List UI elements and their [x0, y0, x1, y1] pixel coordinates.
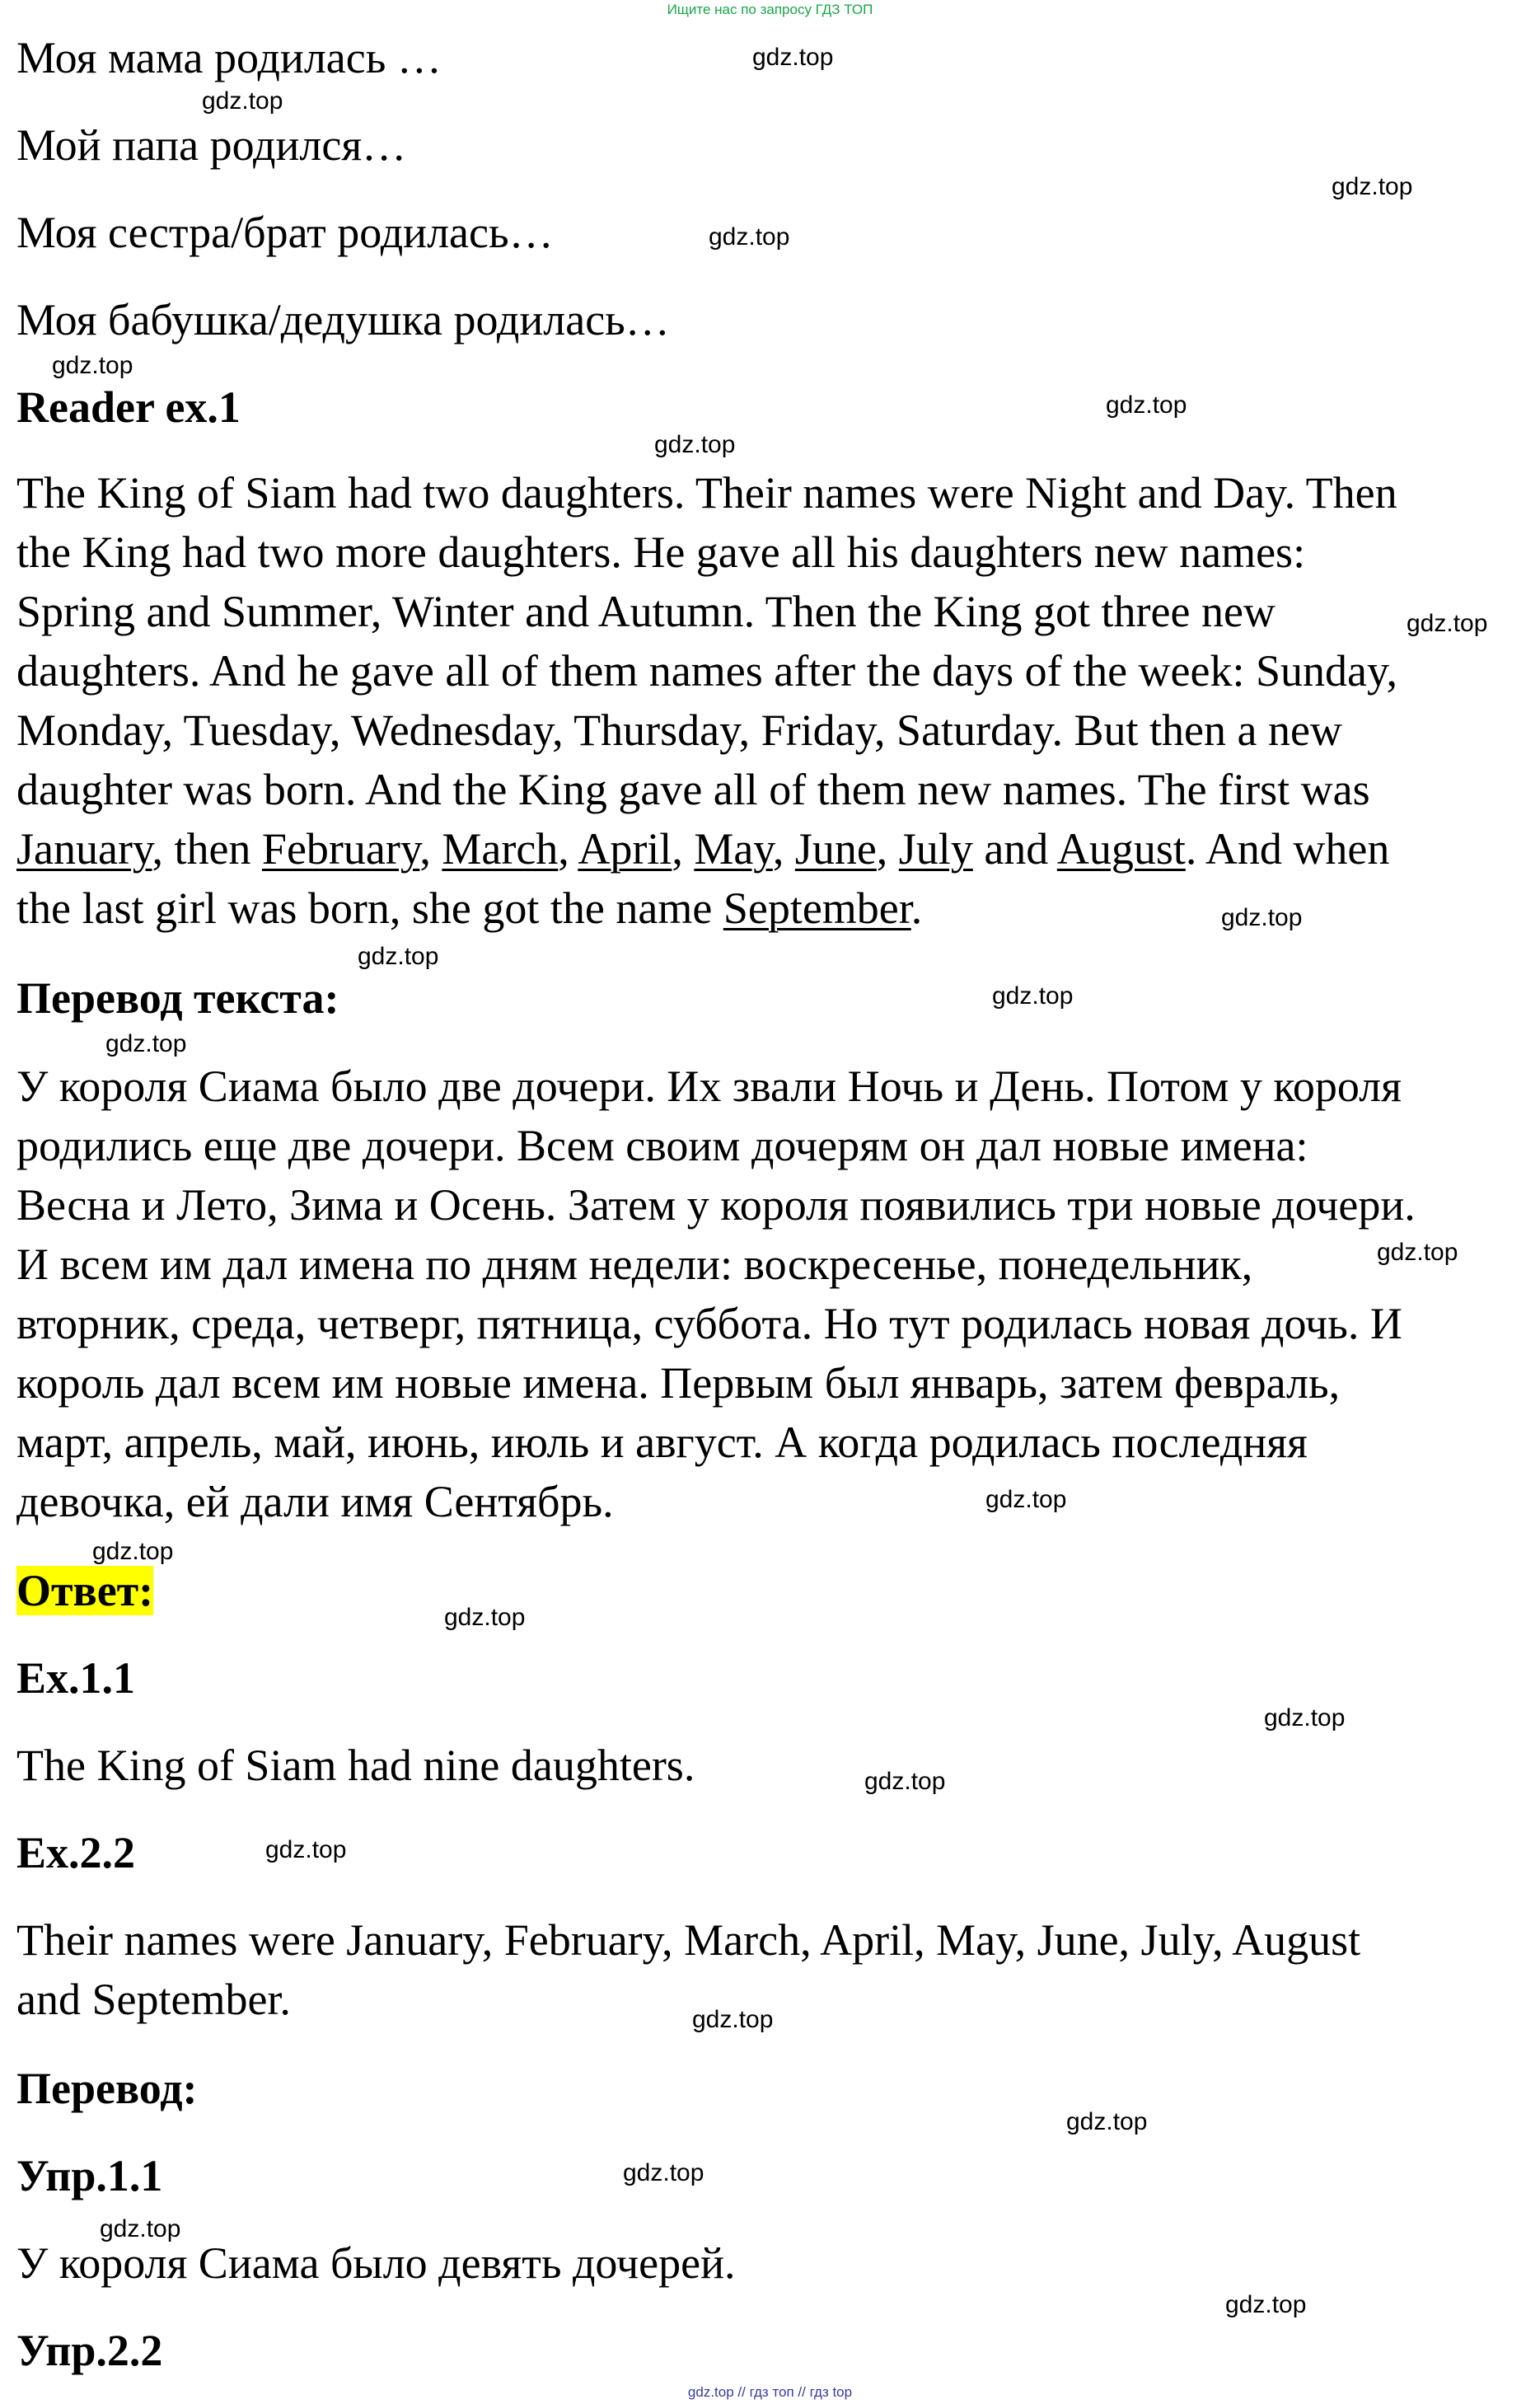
reader-months-line: [16, 819, 1533, 879]
watermark-text: gdz.top: [1377, 1239, 1458, 1266]
translation-line: вторник, среда, четверг, пятница, суббота. Но тут родилась новая дочь. И: [16, 1299, 1402, 1348]
intro-line-sibling: Моя сестра/брат родилась…: [16, 208, 554, 257]
text-sep: and: [972, 824, 1057, 874]
month-june: June: [794, 824, 877, 874]
translation-line: Весна и Лето, Зима и Осень. Затем у короля появились три новые дочери.: [16, 1180, 1416, 1230]
answer-heading-text: Ответ:: [16, 1566, 154, 1615]
text-sep: , then: [152, 824, 262, 874]
upr-1-1-answer: У короля Сиама было девять дочерей.: [16, 2238, 736, 2288]
watermark-text: gdz.top: [654, 431, 736, 458]
watermark-text: gdz.top: [1221, 904, 1303, 931]
text-sep: ,: [672, 824, 695, 874]
reader-line: the King had two more daughters. He gave all his daughters new names:: [16, 527, 1306, 577]
text-sep: ,: [876, 824, 899, 874]
translation-line: У короля Сиама было две дочери. Их звали Ночь и День. Потом у короля: [16, 1061, 1402, 1111]
watermark-text: gdz.top: [202, 87, 283, 115]
watermark-text: gdz.top: [1066, 2108, 1148, 2135]
reader-line: daughters. And he gave all of them names after the days of the week: Sunday,: [16, 646, 1397, 696]
answer-translation-heading: Перевод:: [16, 2064, 198, 2113]
translation-line: И всем им дал имена по дням недели: воскресенье, понедельник,: [16, 1239, 1253, 1289]
month-april: April: [578, 824, 672, 874]
intro-line-grandparent: Моя бабушка/дедушка родилась…: [16, 295, 670, 344]
intro-line-mother: Моя мама родилась …: [16, 33, 442, 82]
month-july: July: [898, 824, 973, 874]
reader-line: Spring and Summer, Winter and Autumn. Then the King got three new: [16, 587, 1276, 636]
watermark-text: gdz.top: [692, 2006, 774, 2033]
text-end: . And when: [1185, 824, 1390, 874]
translation-heading: Перевод текста:: [16, 973, 339, 1023]
reader-line: Monday, Tuesday, Wednesday, Thursday, Friday, Saturday. But then a new: [16, 705, 1342, 755]
upr-1-1-heading: Упр.1.1: [16, 2151, 163, 2200]
month-january: January: [16, 824, 152, 874]
watermark-text: gdz.top: [709, 223, 790, 251]
watermark-text: gdz.top: [1106, 391, 1187, 419]
watermark-text: gdz.top: [1407, 610, 1488, 637]
reader-last-line: [16, 879, 1533, 938]
watermark-text: gdz.top: [105, 1030, 187, 1057]
text-sep: ,: [558, 824, 578, 874]
translation-line: март, апрель, май, июнь, июль и август. А когда родилась последняя: [16, 1418, 1308, 1467]
month-september: September: [723, 883, 911, 933]
translation-line: король дал всем им новые имена. Первым был январь, затем февраль,: [16, 1358, 1341, 1408]
ex-2-2-answer-line: and September.: [16, 1975, 291, 2024]
month-may: May: [694, 824, 773, 874]
watermark-text: gdz.top: [864, 1768, 946, 1795]
text-end: .: [910, 883, 923, 933]
watermark-text: gdz.top: [623, 2159, 704, 2186]
month-march: March: [442, 824, 559, 874]
watermark-text: gdz.top: [444, 1604, 526, 1631]
text-sep: ,: [419, 824, 442, 874]
top-promo-note: Ищите нас по запросу ГДЗ ТОП: [667, 2, 873, 17]
text-start: the last girl was born, she got the name: [16, 883, 723, 933]
month-february: February: [261, 824, 420, 874]
watermark-text: gdz.top: [1225, 2291, 1307, 2318]
watermark-text: gdz.top: [1332, 173, 1413, 200]
answer-heading: [16, 1561, 153, 1620]
upr-2-2-heading: Упр.2.2: [16, 2326, 163, 2375]
ex-2-2-heading: Ex.2.2: [16, 1828, 136, 1877]
month-august: August: [1056, 824, 1186, 874]
ex-1-1-heading: Ex.1.1: [16, 1653, 136, 1703]
watermark-text: gdz.top: [992, 982, 1074, 1010]
ex-1-1-answer: The King of Siam had nine daughters.: [16, 1741, 695, 1790]
watermark-text: gdz.top: [358, 943, 439, 970]
watermark-text: gdz.top: [985, 1486, 1067, 1513]
text-sep: ,: [772, 824, 795, 874]
watermark-text: gdz.top: [1264, 1704, 1346, 1732]
reader-line: The King of Siam had two daughters. Their names were Night and Day. Then: [16, 468, 1397, 518]
watermark-text: gdz.top: [52, 352, 133, 379]
watermark-text: gdz.top: [265, 1836, 347, 1863]
watermark-text: gdz.top: [92, 1538, 174, 1565]
ex-2-2-answer-line: Their names were January, February, March, April, May, June, July, August: [16, 1915, 1361, 1965]
watermark-text: gdz.top: [752, 44, 834, 71]
intro-line-father: Мой папа родился…: [16, 120, 407, 170]
translation-text: [16, 1057, 1533, 1531]
translation-line: родились еще две дочери. Всем своим дочерям он дал новые имена:: [16, 1121, 1308, 1170]
reader-heading: Reader ex.1: [16, 382, 241, 432]
ex-2-2-answer: [16, 1910, 1533, 2029]
watermark-text: gdz.top: [100, 2215, 181, 2242]
bottom-promo-note: gdz.top // гдз топ // гдз top: [687, 2384, 853, 2400]
reader-line: daughter was born. And the King gave all of them new names. The first was: [16, 765, 1370, 814]
reader-text: [16, 463, 1533, 938]
translation-line: девочка, ей дали имя Сентябрь.: [16, 1477, 614, 1526]
